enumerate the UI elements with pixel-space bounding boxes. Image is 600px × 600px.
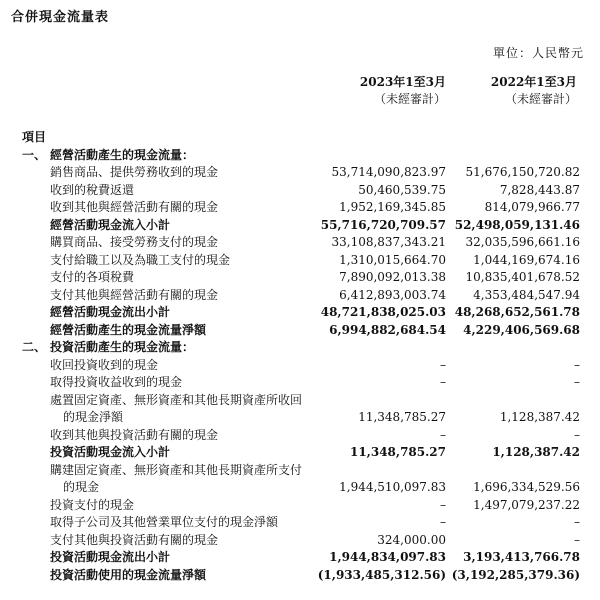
value-2022: 4,353,484,547.94 xyxy=(473,287,580,302)
row-label: 購買商品、接受勞務支付的現金 xyxy=(50,235,219,249)
value-2023: 6,412,893,003.74 xyxy=(339,287,446,302)
value-2023: – xyxy=(440,515,446,529)
value-2022: 32,035,596,661.16 xyxy=(465,235,580,249)
net-total-row xyxy=(0,322,600,340)
value-2023: 1,944,510,097.83 xyxy=(339,480,446,494)
value-2023: 11,348,785.27 xyxy=(349,445,446,459)
value-2022: – xyxy=(574,357,580,372)
value-2022: 1,497,079,237.22 xyxy=(473,497,580,512)
row-label: 收回投資收到的現金 xyxy=(50,357,159,372)
subtotal-row xyxy=(0,444,600,462)
table-row xyxy=(0,164,600,182)
row-label: 經營活動現金流入小計 xyxy=(50,217,171,232)
section-operating xyxy=(0,147,600,165)
column-year: 2022年1至3月 xyxy=(490,75,577,89)
value-2023: 324,000.00 xyxy=(377,532,446,547)
row-label: 購建固定資產、無形資產和其他長期資產所支付 xyxy=(50,462,303,477)
row-label: 支付的各項稅費 xyxy=(50,270,135,284)
row-label: 銷售商品、提供勞務收到的現金 xyxy=(50,165,219,179)
value-2023: 1,952,169,345.85 xyxy=(339,200,446,214)
value-2022: – xyxy=(574,532,580,547)
value-2022: (3,192,285,379.36) xyxy=(451,567,580,582)
row-label: 收到的稅費返還 xyxy=(50,182,135,197)
value-2023: – xyxy=(440,427,446,442)
value-2022: – xyxy=(574,375,580,389)
value-2023: 7,890,092,013.38 xyxy=(339,270,446,284)
value-2023: 50,460,539.75 xyxy=(358,182,446,197)
column-audit-note: （未經審計） xyxy=(504,92,577,106)
table-row xyxy=(0,427,600,445)
table-row xyxy=(0,462,600,497)
cash-flow-table xyxy=(0,129,600,584)
row-label: 經營活動現金流出小計 xyxy=(50,305,171,319)
value-2023: 48,721,838,025.03 xyxy=(320,305,446,319)
value-2022: 7,828,443.87 xyxy=(499,182,580,197)
column-header-2022 xyxy=(447,74,577,108)
value-2022: 1,696,334,529.56 xyxy=(473,480,580,494)
table-row xyxy=(0,357,600,375)
table-row xyxy=(0,532,600,550)
row-label: 取得子公司及其他營業單位支付的現金淨額 xyxy=(50,515,279,529)
value-2023: 1,310,015,664.70 xyxy=(339,252,446,267)
value-2022: 52,498,059,131.46 xyxy=(454,217,580,232)
table-row xyxy=(0,374,600,392)
value-2022: 1,044,169,674.16 xyxy=(473,252,580,267)
row-label-continued: 的現金淨額 xyxy=(63,410,124,424)
value-2023: – xyxy=(440,357,446,372)
value-2022: 3,193,413,766.78 xyxy=(463,550,580,564)
subtotal-row xyxy=(0,217,600,235)
table-row xyxy=(0,252,600,270)
item-header: 項目 xyxy=(22,130,47,144)
table-row xyxy=(0,497,600,515)
value-2023: 1,944,834,097.83 xyxy=(329,550,446,564)
value-2023: (1,933,485,312.56) xyxy=(317,567,446,582)
value-2022: 814,079,966.77 xyxy=(484,200,580,214)
section-number: 一、 xyxy=(22,147,47,162)
row-label: 投資活動使用的現金流量淨額 xyxy=(50,567,207,582)
value-2023: 53,714,090,823.97 xyxy=(331,165,446,179)
value-2022: 48,268,652,561.78 xyxy=(454,305,580,319)
section-investing xyxy=(0,339,600,357)
section-label: 經營活動產生的現金流量： xyxy=(50,147,195,162)
value-2023: 55,716,720,709.57 xyxy=(320,217,446,232)
value-2022: 1,128,387.42 xyxy=(499,410,580,424)
value-2022: – xyxy=(574,427,580,442)
row-label: 經營活動產生的現金流量淨額 xyxy=(50,322,207,337)
column-audit-note: （未經審計） xyxy=(373,92,446,106)
currency-unit: 單位：人民幣元 xyxy=(492,46,584,60)
row-label: 支付其他與經營活動有關的現金 xyxy=(50,287,219,302)
section-number: 二、 xyxy=(22,340,47,354)
table-header-row xyxy=(0,129,600,147)
table-row xyxy=(0,287,600,305)
statement-title: 合併現金流量表 xyxy=(11,10,110,25)
subtotal-row xyxy=(0,304,600,322)
section-label: 投資活動產生的現金流量： xyxy=(50,340,195,354)
table-row xyxy=(0,269,600,287)
value-2022: 10,835,401,678.52 xyxy=(465,270,580,284)
row-label: 支付其他與投資活動有關的現金 xyxy=(50,532,219,547)
row-label: 收到其他與經營活動有關的現金 xyxy=(50,200,219,214)
value-2023: 11,348,785.27 xyxy=(358,410,446,424)
value-2023: 33,108,837,343.21 xyxy=(331,235,446,249)
column-header-2023 xyxy=(316,74,446,108)
value-2023: – xyxy=(440,497,446,512)
row-label: 取得投資收益收到的現金 xyxy=(50,375,183,389)
value-2022: – xyxy=(574,515,580,529)
table-row xyxy=(0,199,600,217)
table-row xyxy=(0,392,600,427)
value-2023: 6,994,882,684.54 xyxy=(329,322,446,337)
table-row xyxy=(0,182,600,200)
table-row xyxy=(0,514,600,532)
row-label: 收到其他與投資活動有關的現金 xyxy=(50,427,219,442)
subtotal-row xyxy=(0,549,600,567)
table-row xyxy=(0,234,600,252)
column-year: 2023年1至3月 xyxy=(359,75,446,89)
row-label: 投資活動現金流出小計 xyxy=(50,550,171,564)
row-label: 投資活動現金流入小計 xyxy=(50,445,171,459)
row-label: 支付給職工以及為職工支付的現金 xyxy=(50,252,231,267)
value-2022: 4,229,406,569.68 xyxy=(463,322,580,337)
row-label: 投資支付的現金 xyxy=(50,497,135,512)
net-total-row xyxy=(0,567,600,585)
value-2022: 1,128,387.42 xyxy=(492,445,580,459)
row-label: 處置固定資產、無形資產和其他長期資產所收回 xyxy=(50,392,303,407)
value-2023: – xyxy=(440,375,446,389)
row-label-continued: 的現金 xyxy=(63,480,100,494)
value-2022: 51,676,150,720.82 xyxy=(465,165,580,179)
